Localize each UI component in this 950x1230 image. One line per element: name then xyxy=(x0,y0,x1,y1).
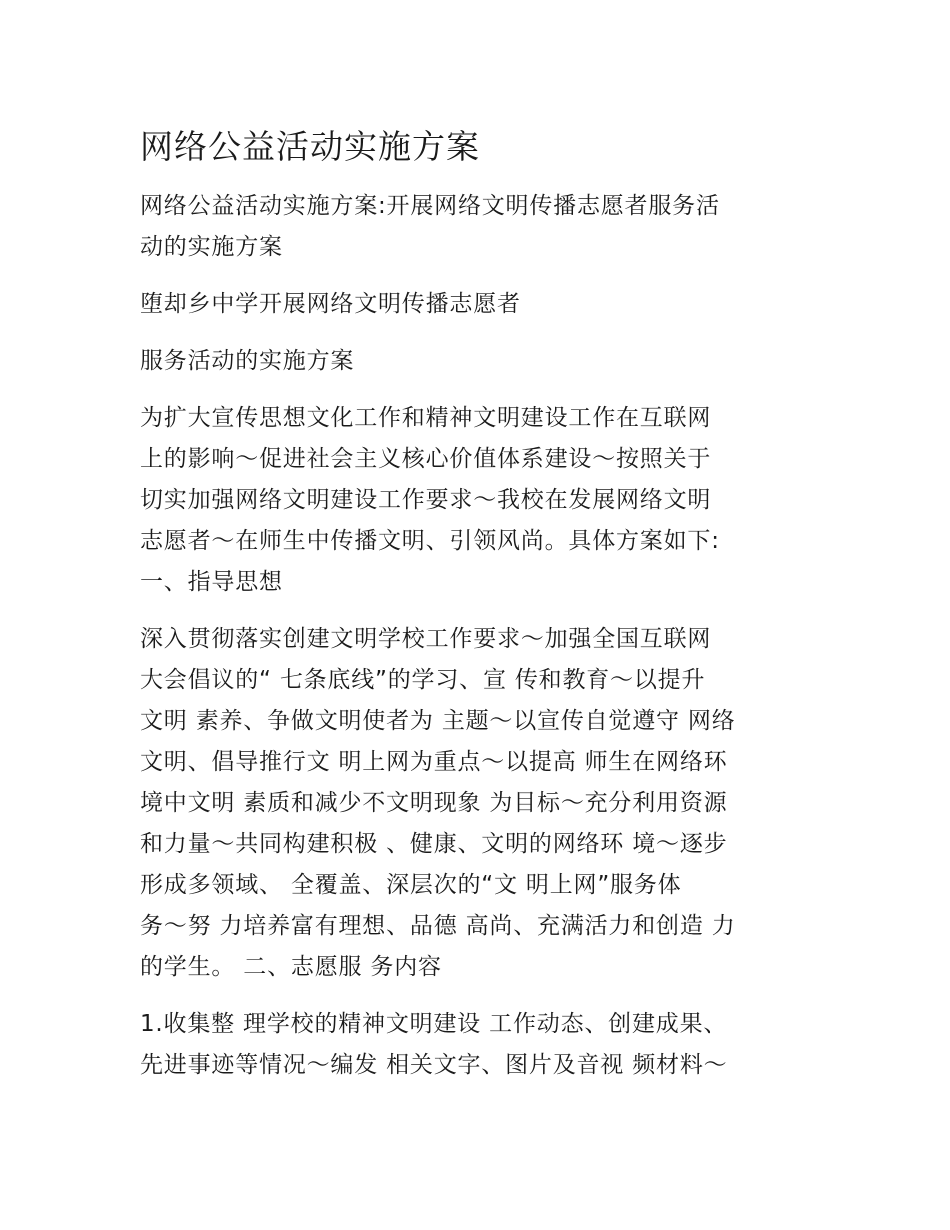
paragraph-school-heading xyxy=(140,284,810,325)
paragraph-subtitle xyxy=(140,186,810,268)
text-line: 文明、倡导推行文 明上网为重点～以提高 师生在网络环 xyxy=(140,749,728,775)
text-line: 和力量～共同构建积极 、健康、文明的网络环 境～逐步 xyxy=(140,831,728,857)
document-title: 网络公益活动实施方案 xyxy=(140,127,480,166)
text-line: 深入贯彻落实创建文明学校工作要求～加强全国互联网 xyxy=(140,626,712,652)
text-line: 动的实施方案 xyxy=(140,234,283,260)
text-line: 志愿者～在师生中传播文明、引领风尚。具体方案如下: xyxy=(140,528,720,554)
document-page xyxy=(140,122,810,1102)
text-line: 切实加强网络文明建设工作要求～我校在发展网络文明 xyxy=(140,487,712,513)
text-line: 为扩大宣传思想文化工作和精神文明建设工作在互联网 xyxy=(140,405,712,431)
text-line: 务～努 力培养富有理想、品德 高尚、充满活力和创造 力 xyxy=(140,913,736,939)
text-line: 先进事迹等情况～编发 相关文字、图片及音视 频材料～ xyxy=(140,1052,728,1078)
text-line: 形成多领域、 全覆盖、深层次的“文 明上网”服务体 xyxy=(140,872,682,898)
text-line: 大会倡议的“ 七条底线”的学习、宣 传和教育～以提升 xyxy=(140,667,706,693)
section-heading-guiding-ideology: 一、指导思想 xyxy=(140,569,283,595)
text-line: 服务活动的实施方案 xyxy=(140,348,355,374)
paragraph-service-content-item-1 xyxy=(140,1004,810,1086)
paragraph-heading-continued xyxy=(140,341,810,382)
text-line: 境中文明 素质和减少不文明现象 为目标～充分利用资源 xyxy=(140,790,728,816)
text-line: 上的影响～促进社会主义核心价值体系建设～按照关于 xyxy=(140,446,712,472)
text-line: 堕却乡中学开展网络文明传播志愿者 xyxy=(140,291,521,317)
text-line: 的学生。 二、志愿服 务内容 xyxy=(140,954,442,980)
text-line: 文明 素养、争做文明使者为 主题～以宣传自觉遵守 网络 xyxy=(140,708,736,734)
text-line: 网络公益活动实施方案:开展网络文明传播志愿者服务活 xyxy=(140,193,720,219)
paragraph-intro xyxy=(140,398,810,603)
text-line: 1.收集整 理学校的精神文明建设 工作动态、创建成果、 xyxy=(140,1011,728,1037)
paragraph-guiding-ideology xyxy=(140,619,810,988)
